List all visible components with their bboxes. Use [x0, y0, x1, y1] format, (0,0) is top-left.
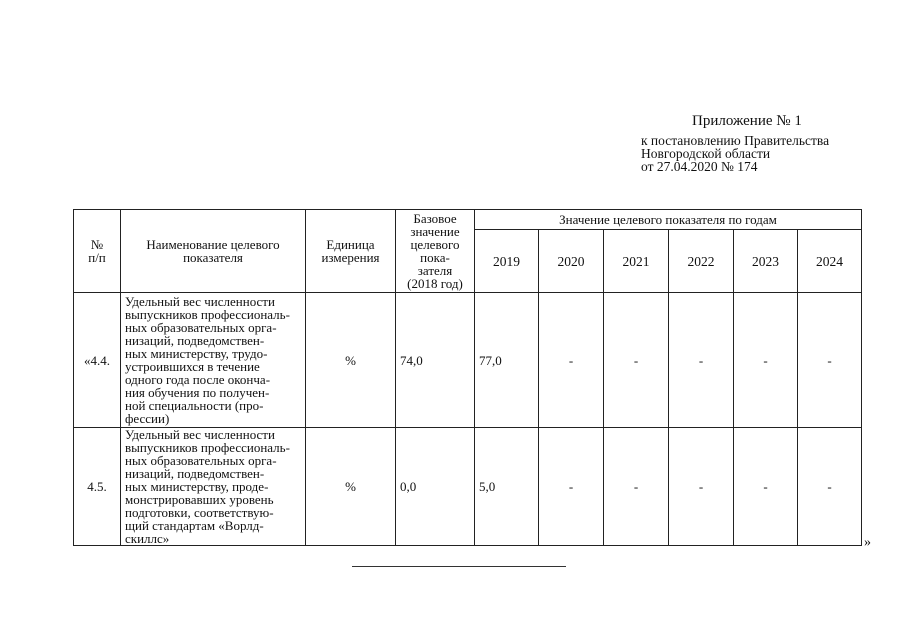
row-base-value: 74,0 — [396, 293, 475, 428]
row-value-2022: - — [669, 428, 734, 546]
name-line: ных министерству, трудо- — [125, 346, 268, 361]
row-num: 4.5. — [74, 428, 121, 546]
name-line: ных министерству, проде- — [125, 479, 269, 494]
header-year-2024: 2024 — [798, 230, 862, 293]
row-value-2019: 5,0 — [475, 428, 539, 546]
name-line: одного года после оконча- — [125, 372, 271, 387]
header-years-group: Значение целевого показателя по годам — [475, 210, 862, 230]
header-year-2021: 2021 — [604, 230, 669, 293]
name-line: щий стандартам «Ворлд- — [125, 518, 264, 533]
row-value-2021: - — [604, 428, 669, 546]
header-unit-line: измерения — [321, 250, 380, 265]
name-line: Удельный вес численности — [125, 427, 275, 442]
target-indicators-table — [73, 209, 862, 546]
header-unit-line: Единица — [326, 237, 375, 252]
row-value-2023: - — [734, 293, 798, 428]
header-num-line: № — [90, 237, 104, 252]
header-base-line: значение — [410, 224, 460, 239]
row-value-2022: - — [669, 293, 734, 428]
appendix-ref-line: Новгородской области — [641, 146, 771, 161]
row-value-2020: - — [539, 293, 604, 428]
name-line: низаций, подведомствен- — [125, 333, 265, 348]
row-value-2024: - — [798, 293, 862, 428]
header-year-2022: 2022 — [669, 230, 734, 293]
appendix-reference — [641, 134, 829, 173]
name-line: выпускников профессиональ- — [125, 307, 290, 322]
row-value-2019: 77,0 — [475, 293, 539, 428]
row-value-2024: - — [798, 428, 862, 546]
header-base-line: (2018 год) — [407, 276, 463, 291]
name-line: ных образовательных орга- — [125, 453, 277, 468]
row-indicator-name — [121, 293, 306, 428]
table-row — [74, 428, 862, 546]
row-value-2023: - — [734, 428, 798, 546]
name-line: подготовки, соответствую- — [125, 505, 274, 520]
header-name-line: показателя — [183, 250, 243, 265]
name-line: скиллс» — [125, 531, 170, 546]
name-line: устроившихся в течение — [125, 359, 260, 374]
row-unit: % — [306, 293, 396, 428]
header-name — [121, 210, 306, 293]
name-line: ния обучения по получен- — [125, 385, 270, 400]
header-unit — [306, 210, 396, 293]
name-line: низаций, подведомствен- — [125, 466, 265, 481]
header-base-line: зателя — [417, 263, 453, 278]
closing-quote: » — [864, 535, 871, 550]
name-line: ных образовательных орга- — [125, 320, 277, 335]
header-year-2023: 2023 — [734, 230, 798, 293]
name-line: Удельный вес численности — [125, 294, 275, 309]
appendix-title: Приложение № 1 — [692, 113, 802, 129]
header-base-value — [396, 210, 475, 293]
header-name-line: Наименование целевого — [146, 237, 280, 252]
appendix-ref-line: от 27.04.2020 № 174 — [641, 159, 758, 174]
name-line: фессии) — [125, 411, 170, 426]
name-line: монстрировавших уровень — [125, 492, 274, 507]
header-num — [74, 210, 121, 293]
appendix-ref-line: к постановлению Правительства — [641, 133, 830, 148]
header-year-2019: 2019 — [475, 230, 539, 293]
row-unit: % — [306, 428, 396, 546]
header-year-2020: 2020 — [539, 230, 604, 293]
row-base-value: 0,0 — [396, 428, 475, 546]
name-line: ной специальности (про- — [125, 398, 264, 413]
row-value-2020: - — [539, 428, 604, 546]
header-base-line: пока- — [420, 250, 450, 265]
row-num: «4.4. — [74, 293, 121, 428]
footer-divider — [352, 566, 566, 567]
header-base-line: целевого — [410, 237, 460, 252]
header-base-line: Базовое — [413, 211, 457, 226]
row-indicator-name — [121, 428, 306, 546]
header-num-line: п/п — [88, 250, 106, 265]
row-value-2021: - — [604, 293, 669, 428]
table-row — [74, 293, 862, 428]
name-line: выпускников профессиональ- — [125, 440, 290, 455]
